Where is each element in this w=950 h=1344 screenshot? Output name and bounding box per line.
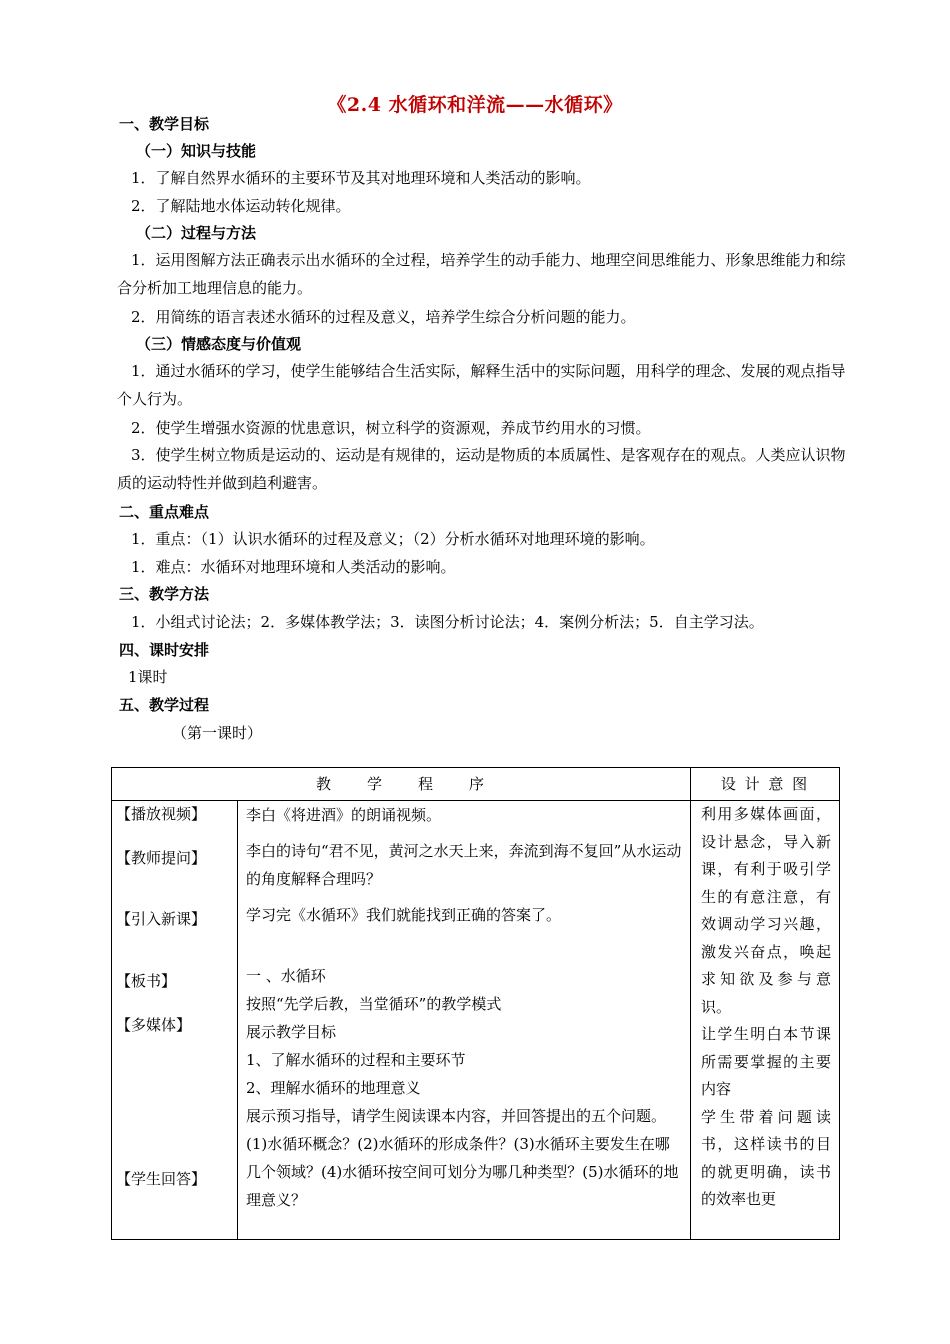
tag-label: 【播放视频】 (116, 805, 207, 823)
paragraph: 1．通过水循环的学习，使学生能够结合生活实际，解释生活中的实际问题，用科学的理念、发展的观点指导个人行为。 (117, 362, 846, 408)
paragraph: 3．使学生树立物质是运动的、运动是有规律的，运动是物质的本质属性、是客观存在的观点。人类应认识物质的运动特性并做到趋利避害。 (117, 446, 846, 492)
list-item: 1．小组式讨论法；2．多媒体教学法；3．读图分析讨论法；4．案例分析法；5．自主学习法。 (131, 613, 764, 631)
list-item: 1．了解自然界水循环的主要环节及其对地理环境和人类活动的影响。 (131, 169, 591, 187)
section-heading: 一、教学目标 (119, 115, 210, 133)
content-line: 学习完《水循环》我们就能找到正确的答案了。 (246, 906, 562, 924)
section-heading: 二、重点难点 (119, 503, 210, 521)
paragraph: （第一课时） (172, 724, 263, 742)
design-note: 利用多媒体画面，设计悬念，导入新课，有利于吸引学生的有意注意，有效调动学习兴趣，激发兴奋点，唤起求知欲及参与意识。 (701, 805, 831, 1016)
table-header-row (112, 768, 840, 801)
design-column (691, 801, 840, 1240)
list-item: 1．难点：水循环对地理环境和人类活动的影响。 (131, 558, 456, 576)
subsection-heading: （三）情感态度与价值观 (136, 335, 302, 353)
content-line: 1、了解水循环的过程和主要环节 (246, 1051, 466, 1069)
design-note: 学生带着问题读书，这样读书的目的就更明确，读书的效率也更 (701, 1107, 831, 1208)
tag-label: 【多媒体】 (116, 1016, 192, 1034)
tag-label: 【教师提问】 (116, 849, 207, 867)
content-column (238, 801, 691, 1240)
section-heading: 五、教学过程 (119, 696, 210, 714)
subsection-heading: （二）过程与方法 (136, 224, 257, 242)
content-line: 按照“先学后教，当堂循环”的教学模式 (246, 995, 502, 1013)
design-note: 让学生明白本节课所需要掌握的主要内容 (701, 1025, 831, 1098)
subsection-heading: （一）知识与技能 (136, 142, 257, 160)
section-heading: 三、教学方法 (119, 585, 210, 603)
tag-column (112, 801, 238, 1240)
paragraph: 1．运用图解方法正确表示出水循环的全过程，培养学生的动手能力、地理空间思维能力、形象思维能力和综合分析加工地理信息的能力。 (117, 251, 846, 297)
content-line: 展示预习指导，请学生阅读课本内容，并回答提出的五个问题。(1)水循环概念？(2)水循环的形成条件？(3)水循环主要发生在哪几个领域？(4)水循环按空间可划分为哪几种类型？(5)水循环的地理意义？ (246, 1107, 679, 1209)
content-line: 2、理解水循环的地理意义 (246, 1079, 421, 1097)
table-row (112, 801, 840, 1240)
tag-label: 【板书】 (116, 972, 177, 990)
content-line: 一 、水循环 (246, 967, 326, 985)
content-line: 李白的诗句“君不见，黄河之水天上来，奔流到海不复回”从水运动的角度解释合理吗？ (246, 842, 682, 888)
list-item: 2．使学生增强水资源的忧患意识，树立科学的资源观，养成节约用水的习惯。 (131, 419, 651, 437)
tag-label: 【引入新课】 (116, 910, 207, 928)
list-item: 2．了解陆地水体运动转化规律。 (131, 197, 351, 215)
header-program: 教 学 程 序 (112, 768, 691, 801)
content-line: 李白《将进酒》的朗诵视频。 (246, 806, 442, 824)
paragraph: 1课时 (128, 668, 168, 686)
list-item: 2．用简练的语言表述水循环的过程及意义，培养学生综合分析问题的能力。 (131, 308, 636, 326)
header-design: 设 计 意 图 (691, 768, 840, 801)
content-line: 展示教学目标 (246, 1023, 337, 1041)
list-item: 1．重点：（1）认识水循环的过程及意义；（2）分析水循环对地理环境的影响。 (131, 530, 655, 548)
section-heading: 四、课时安排 (119, 641, 210, 659)
tag-label: 【学生回答】 (116, 1170, 207, 1188)
teaching-process-table (111, 767, 840, 1240)
document-title: 《2.4 水循环和洋流——水循环》 (327, 94, 623, 116)
